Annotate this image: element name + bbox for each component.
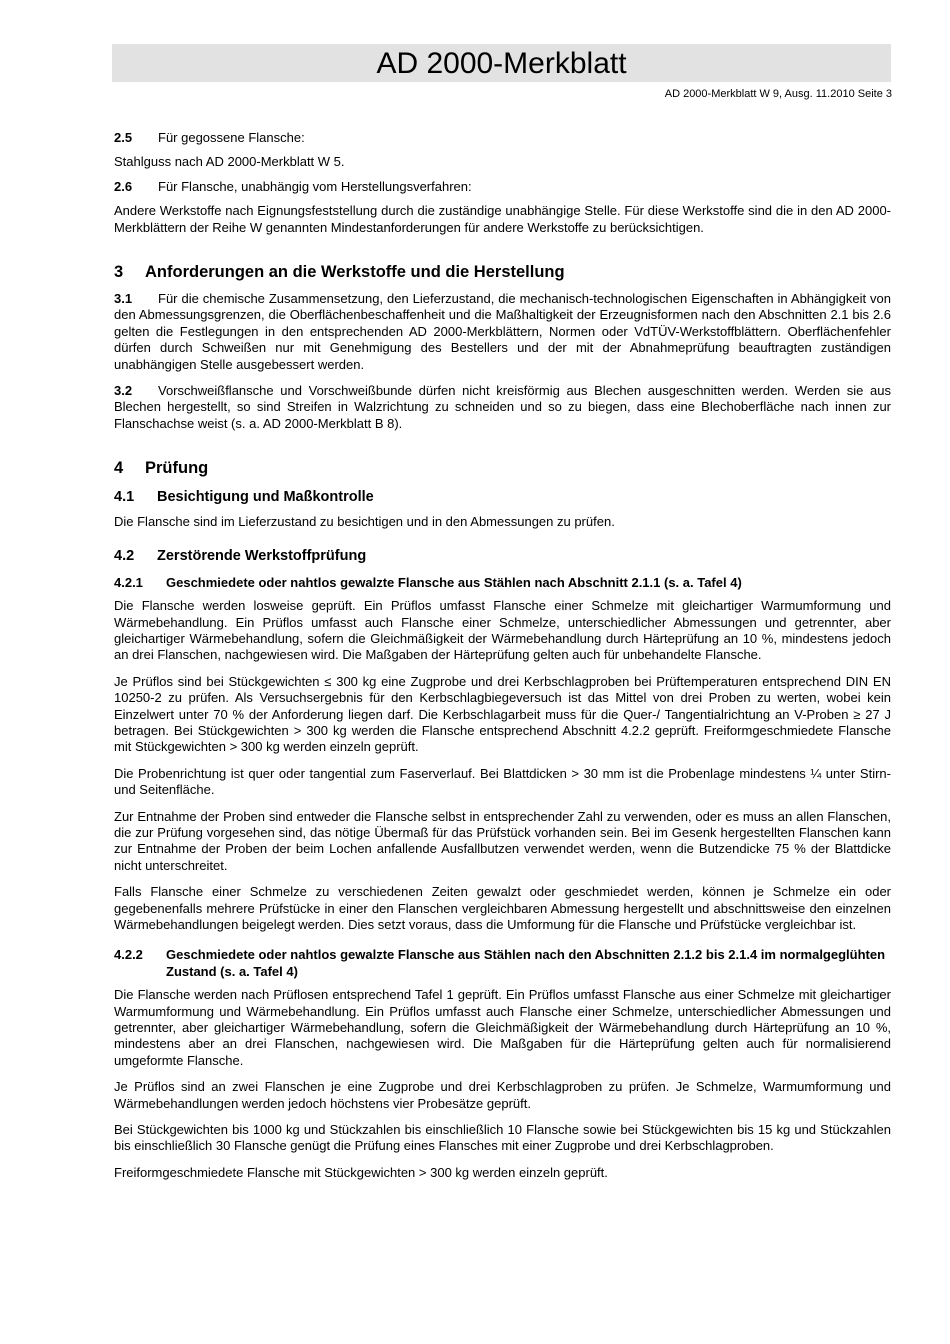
paragraph-text: Vorschweißflansche und Vorschweißbunde dürfen nicht kreisförmig aus Blechen ausgeschnitten werden. Werden sie aus Blechen hergestellt, so sind Streifen in Walzrichtung zu schneiden und so zu biegen, dass eine Blechoberfläche nach innen zur Flanschachse weist (s. a. AD 2000-Merkblatt B 8). [114, 383, 891, 431]
section-title: Besichtigung und Maßkontrolle [157, 489, 374, 506]
section-number: 4 [114, 459, 124, 478]
section-4-2-2-heading [114, 947, 891, 980]
section-number: 4.2.2 [114, 947, 143, 963]
section-number: 4.1 [114, 489, 135, 506]
section-4-2-1-paragraph-2: Je Prüflos sind bei Stückgewichten ≤ 300 kg eine Zugprobe und drei Kerbschlagproben bei Prüftemperaturen entsprechend DIN EN 10250-2 zu prüfen. Als Versuchsergebnis für den Kerbschlagbiegeversuch ist das Mittel von drei Proben zu werten, wobei kein Einzelwert unter 70 % der Anforderung liegen darf. Die Kerbschlagarbeit muss für die Quer-/ Tangentialrichtung an V-Proben ≥ 27 J betragen. Bei Stückgewichten > 300 kg werden die Flansche entsprechend Abschnitt 4.2.2 geprüft. Freiformgeschmiedete Flansche mit Stückgewichten > 300 kg werden einzeln geprüft. [114, 673, 891, 755]
section-4-1-text: Die Flansche sind im Lieferzustand zu besichtigen und in den Abmessungen zu prüfen. [114, 514, 615, 530]
document-title: AD 2000-Merkblatt [112, 44, 891, 82]
section-number: 2.5 [114, 130, 133, 145]
section-4-2-1-paragraph-1: Die Flansche werden losweise geprüft. Ein Prüflos umfasst Flansche einer Schmelze mit gleichartiger Warmumformung und Wärmebehandlung. Ein Prüflos umfasst auch Flansche einer Schmelze, unterschiedlicher Abmessungen und getrennter, aber gleichartiger Wärmebehandlung, sofern die Gleichmäßigkeit der Wärmebehandlung durch Härteprüfung an 10 %, mindestens jedoch an drei Flanschen, nachgewiesen wird. Die Maßgaben der Härteprüfung gelten auch für unbehandelte Flansche. [114, 598, 891, 663]
section-title: Geschmiedete oder nahtlos gewalzte Flansche aus Stählen nach den Abschnitten 2.1.2 bis 2.1.4 im normalgeglühten Zustand (s. a. Tafel 4) [166, 947, 886, 979]
section-2-6-heading [114, 179, 891, 195]
section-title: Zerstörende Werkstoffprüfung [157, 547, 367, 564]
section-2-5-heading [114, 130, 891, 146]
section-4-2-1-paragraph-4: Zur Entnahme der Proben sind entweder die Flansche selbst in entsprechender Zahl zu verwenden, oder es muss an allen Flanschen, die zur Prüfung vorgesehen sind, das nötige Übermaß für das Prüfstück vorhanden sein. Bei im Gesenk hergestellten Flanschen kann zur Entnahme der Proben der beim Lochen anfallende Ausfallbutzen verwendet werden, wenn die Butzendicke 75 % der Blattdicke nicht unterschreitet. [114, 808, 891, 873]
section-4-2-heading [114, 547, 891, 565]
section-number: 3.2 [114, 383, 133, 399]
section-4-2-2-paragraph-1: Die Flansche werden nach Prüflosen entsprechend Tafel 1 geprüft. Ein Prüflos umfasst Flansche aus einer Schmelze mit gleichartiger Warmumformung und Wärmebehandlung. Ein Prüflos umfasst auch Flansche einer Schmelze, unterschiedlicher Abmessungen und getrennter, aber gleichartiger Wärmebehandlung, sofern die Gleichmäßigkeit der Wärmebehandlung durch Härteprüfung an 10 %, mindestens aber an drei Flanschen, nachgewiesen wird. Die Maßgaben für die Härteprüfung gelten auch für normalisierend umgeformte Flansche. [114, 987, 891, 1068]
section-title: Für Flansche, unabhängig vom Herstellungsverfahren: [158, 178, 472, 194]
section-3-2-paragraph [114, 383, 891, 432]
section-3-1-paragraph [114, 291, 891, 373]
page-reference: AD 2000-Merkblatt W 9, Ausg. 11.2010 Seite 3 [664, 88, 892, 100]
section-2-5-text: Stahlguss nach AD 2000-Merkblatt W 5. [114, 154, 345, 170]
paragraph-text: Für die chemische Zusammensetzung, den Lieferzustand, die mechanisch-technologischen Eigenschaften in Abhängigkeit von den Abmessungsgrenzen, die Oberflächenbeschaffenheit und die Maßhaltigkeit der Erzeugnisformen nach den Abschnitten 2.1 bis 2.6 gelten die Festlegungen in den entsprechenden AD 2000-Merkblättern, Normen oder VdTÜV-Werkstoffblättern. Oberflächenfehler dürfen durch Schweißen nur mit Genehmigung des Bestellers und der mit der Abnahmeprüfung beauftragten zuständigen unabhängigen Stelle ausgebessert werden. [114, 291, 891, 372]
section-4-2-2-paragraph-3: Bei Stückgewichten bis 1000 kg und Stückzahlen bis einschließlich 10 Flansche sowie bei Stückgewichten bis 15 kg und Stückzahlen bis einschließlich 30 Flansche genügt die Prüfung eines Flansches mit einer Zugprobe und drei Kerbschlagproben. [114, 1122, 891, 1154]
section-number: 3.1 [114, 291, 133, 307]
page-body [114, 130, 891, 1181]
section-3-heading [114, 262, 891, 282]
section-title: Prüfung [145, 459, 209, 478]
section-4-2-1-paragraph-5: Falls Flansche einer Schmelze zu verschiedenen Zeiten gewalzt oder geschmiedet werden, können je Schmelze ein oder gegebenenfalls mehrere Prüfstücke in einer den Flanschen vergleichbaren Abmessung hergestellt und abschnittsweise den einzelnen Wärmebehandlungen beigelegt werden. Dies setzt voraus, dass die Umformung für die Flansche und Prüfstücke vergleichbar ist. [114, 884, 891, 932]
section-title: Anforderungen an die Werkstoffe und die Herstellung [145, 263, 565, 282]
section-title: Für gegossene Flansche: [158, 130, 305, 145]
section-4-1-heading [114, 488, 891, 506]
section-4-2-1-paragraph-3: Die Probenrichtung ist quer oder tangential zum Faserverlauf. Bei Blattdicken > 30 mm ist die Probenlage mindestens ¼ unter Stirn- und Seitenfläche. [114, 765, 891, 798]
section-number: 4.2.1 [114, 574, 143, 590]
section-number: 4.2 [114, 547, 135, 564]
section-title: Geschmiedete oder nahtlos gewalzte Flansche aus Stählen nach Abschnitt 2.1.1 (s. a. Tafel 4) [166, 574, 742, 590]
section-4-2-1-heading [114, 575, 891, 591]
section-4-2-2-paragraph-2: Je Prüflos sind an zwei Flanschen je eine Zugprobe und drei Kerbschlagproben zu prüfen. Je Schmelze, Warmumformung und Wärmebehandlungen werden jedoch höchstens vier Probesätze geprüft. [114, 1079, 891, 1111]
section-number: 2.6 [114, 178, 133, 194]
section-4-2-2-paragraph-4: Freiformgeschmiedete Flansche mit Stückgewichten > 300 kg werden einzeln geprüft. [114, 1164, 608, 1180]
section-2-6-text: Andere Werkstoffe nach Eignungsfeststellung durch die zuständige unabhängige Stelle. Für diese Werkstoffe sind die in den AD 2000-Merkblättern der Reihe W genannten Mindestanforderungen für andere Werkstoffe zu berücksichtigen. [114, 203, 891, 235]
section-4-heading [114, 458, 891, 478]
section-number: 3 [114, 263, 124, 282]
